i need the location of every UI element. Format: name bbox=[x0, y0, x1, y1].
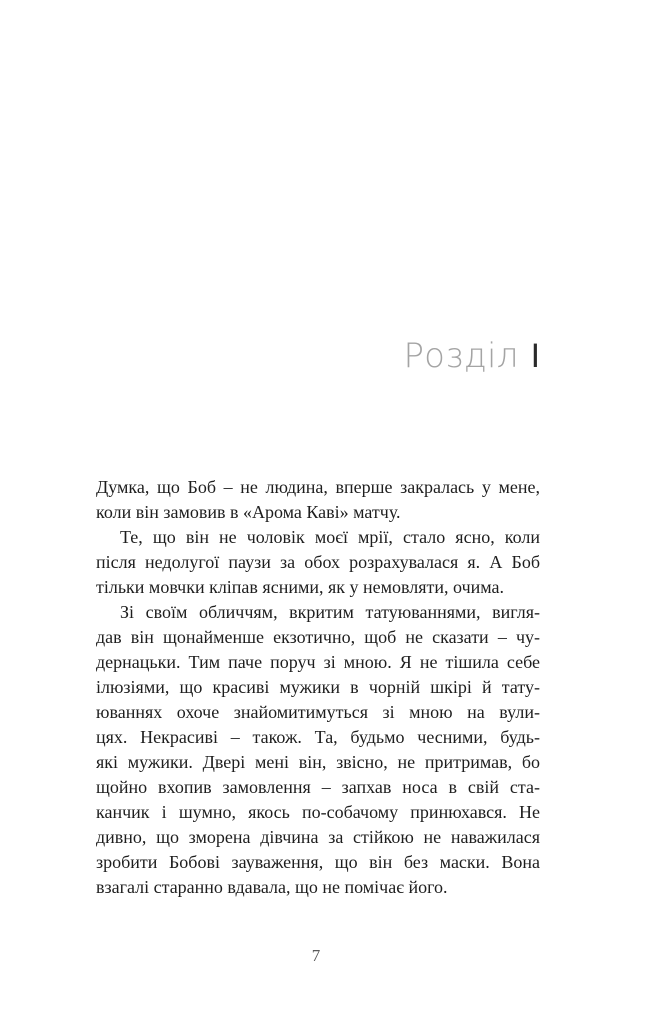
text-line: щойно вхопив замовлення – запхав носа в свій ста- bbox=[96, 777, 540, 797]
text-line: дернацьки. Тим паче поруч зі мною. Я не тішила себе bbox=[96, 652, 540, 672]
page-number: 7 bbox=[311, 946, 321, 965]
text-line: Думка, що Боб – не людина, вперше закралась у мене, bbox=[96, 477, 540, 497]
body-text bbox=[96, 475, 540, 900]
text-line: юваннях охоче знайомитимуться зі мною на вули- bbox=[96, 702, 540, 722]
text-line: після недолугої паузи за обох розрахувалася я. А Боб bbox=[96, 552, 540, 572]
text-line: взагалі старанно вдавала, що не помічає його. bbox=[96, 877, 448, 897]
chapter-number: I bbox=[530, 337, 540, 375]
text-line: ілюзіями, що красиві мужики в чорній шкірі й тату- bbox=[96, 677, 540, 697]
chapter-heading bbox=[403, 336, 540, 376]
text-line: дивно, що зморена дівчина за стійкою не наважилася bbox=[96, 827, 540, 847]
text-line: канчик і шумно, якось по-собачому принюхався. Не bbox=[96, 802, 540, 822]
text-line: коли він замовив в «Арома Каві» матчу. bbox=[96, 502, 401, 522]
text-line: цях. Некрасиві – також. Та, будьмо чесними, будь- bbox=[96, 727, 540, 747]
text-line: Те, що він не чоловік моєї мрії, стало ясно, коли bbox=[120, 527, 540, 547]
chapter-title: Розділ bbox=[403, 336, 519, 376]
text-line: тільки мовчки кліпав ясними, як у немовляти, очима. bbox=[96, 577, 505, 597]
text-line: дав він щонайменше екзотично, щоб не сказати – чу- bbox=[96, 627, 540, 647]
text-line: які мужики. Двері мені він, звісно, не притримав, бо bbox=[96, 752, 540, 772]
text-line: зробити Бобові зауваження, що він без маски. Вона bbox=[96, 852, 540, 872]
text-line: Зі своїм обличчям, вкритим татуюваннями, вигля- bbox=[120, 602, 540, 622]
